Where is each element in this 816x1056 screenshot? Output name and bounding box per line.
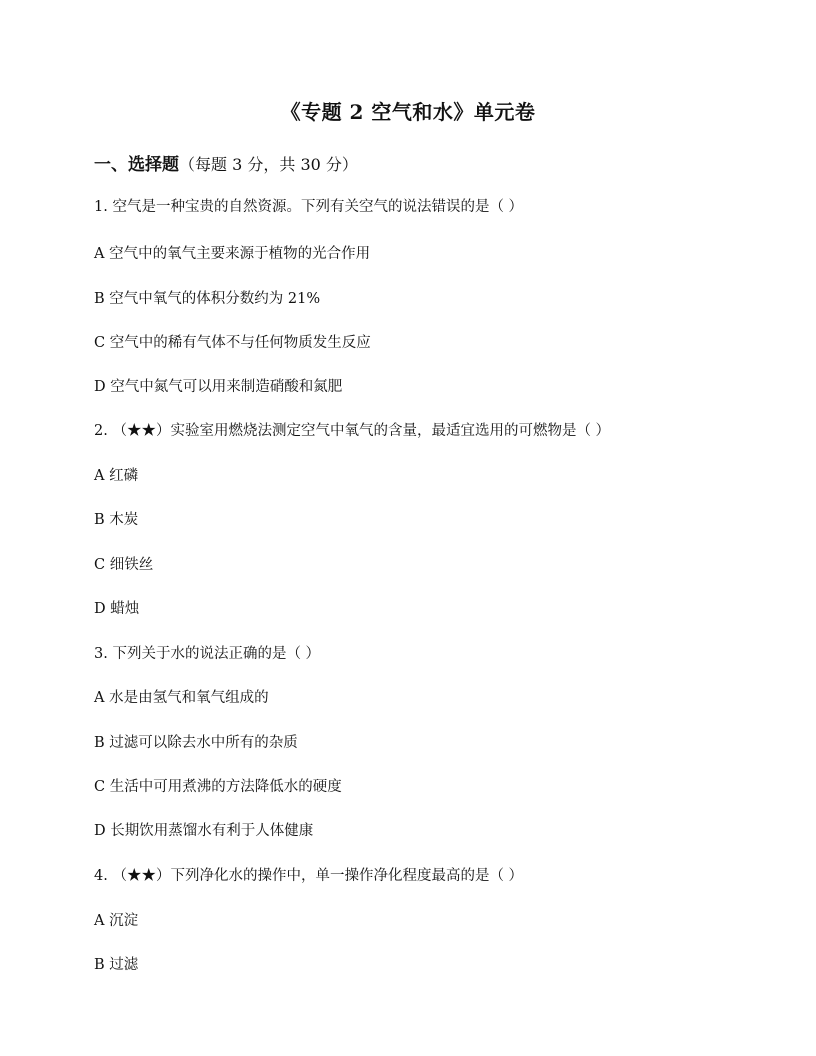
question-1-option-b: B 空气中氧气的体积分数约为 21% <box>94 291 321 307</box>
section-heading-row <box>94 150 358 175</box>
question-2-option-c: C 细铁丝 <box>94 557 154 573</box>
question-1-option-c: C 空气中的稀有气体不与任何物质发生反应 <box>94 335 371 351</box>
question-4: 4. （★★）下列净化水的操作中，单一操作净化程度最高的是（ ） <box>94 868 524 884</box>
question-3-option-a: A 水是由氢气和氧气组成的 <box>94 690 269 706</box>
question-2: 2. （★★）实验室用燃烧法测定空气中氧气的含量，最适宜选用的可燃物是（ ） <box>94 423 611 439</box>
section-heading: 一、选择题 <box>94 155 179 175</box>
question-2-option-d: D 蜡烛 <box>94 601 140 617</box>
question-4-option-a: A 沉淀 <box>94 913 139 929</box>
question-4-option-b: B 过滤 <box>94 957 139 973</box>
question-2-option-a: A 红磷 <box>94 468 139 484</box>
question-2-option-b: B 木炭 <box>94 512 139 528</box>
section-note: （每题 3 分，共 30 分） <box>179 155 358 174</box>
question-1: 1. 空气是一种宝贵的自然资源。下列有关空气的说法错误的是（ ） <box>94 199 524 215</box>
question-3-option-b: B 过滤可以除去水中所有的杂质 <box>94 735 298 751</box>
question-3: 3. 下列关于水的说法正确的是（ ） <box>94 646 321 662</box>
question-1-option-d: D 空气中氮气可以用来制造硝酸和氮肥 <box>94 379 343 395</box>
question-3-option-c: C 生活中可用煮沸的方法降低水的硬度 <box>94 779 342 795</box>
question-3-option-d: D 长期饮用蒸馏水有利于人体健康 <box>94 823 314 839</box>
document-title: 《专题 2 空气和水》单元卷 <box>280 100 536 124</box>
question-1-option-a: A 空气中的氧气主要来源于植物的光合作用 <box>94 246 371 262</box>
